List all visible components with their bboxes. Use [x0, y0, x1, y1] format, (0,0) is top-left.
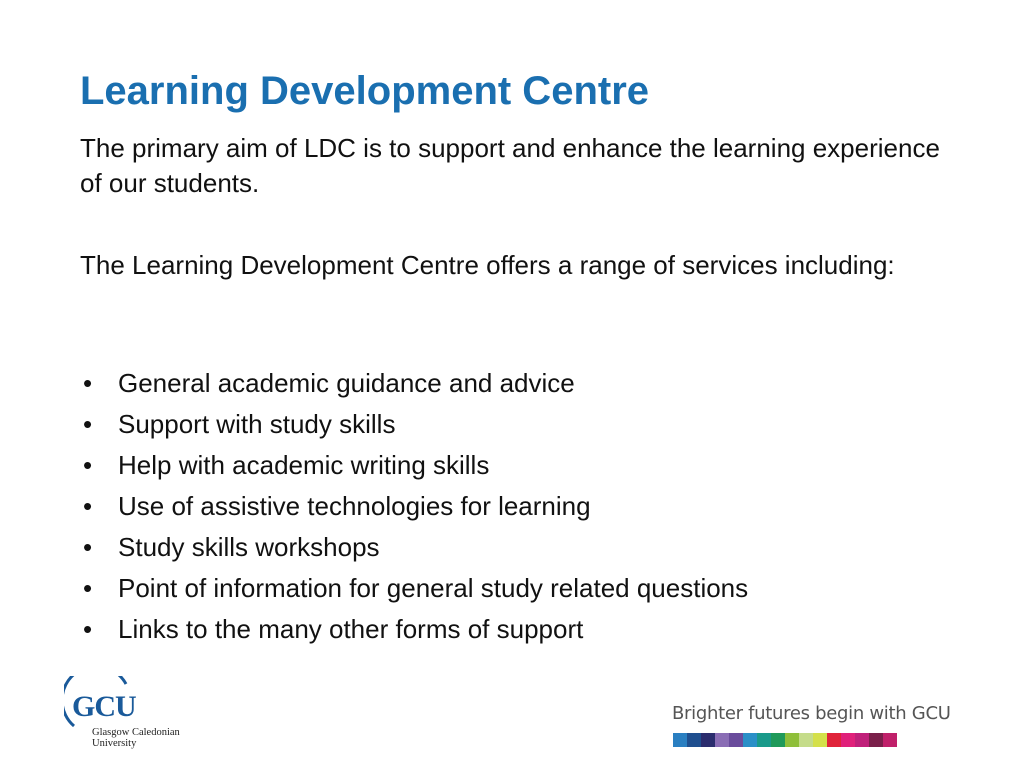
university-name-line-2: University: [92, 738, 137, 749]
list-item-text: Point of information for general study related questions: [118, 573, 749, 603]
color-swatch: [687, 733, 701, 747]
list-item: [80, 568, 748, 609]
color-swatch: [869, 733, 883, 747]
color-swatch: [813, 733, 827, 747]
list-item: [80, 527, 748, 568]
bullet-icon: •: [83, 450, 93, 480]
bullet-icon: •: [83, 614, 93, 644]
color-swatch: [855, 733, 869, 747]
list-item: [80, 609, 748, 650]
bullet-icon: •: [83, 532, 93, 562]
list-item-text: General academic guidance and advice: [118, 368, 575, 398]
list-item-text: Use of assistive technologies for learning: [118, 491, 591, 521]
gcu-logo: [64, 676, 204, 756]
services-paragraph: The Learning Development Centre offers a range of services including:: [80, 250, 895, 280]
color-swatch: [673, 733, 687, 747]
list-item: [80, 486, 748, 527]
color-swatch: [799, 733, 813, 747]
color-swatch: [827, 733, 841, 747]
list-item-text: Links to the many other forms of support: [118, 614, 584, 644]
color-swatch: [771, 733, 785, 747]
color-swatch: [757, 733, 771, 747]
color-swatch: [743, 733, 757, 747]
list-item: [80, 363, 748, 404]
color-swatch: [715, 733, 729, 747]
university-name: [92, 727, 180, 749]
list-item: [80, 445, 748, 486]
list-item-text: Help with academic writing skills: [118, 450, 490, 480]
bullet-icon: •: [83, 491, 93, 521]
color-strip: [673, 733, 897, 747]
bullet-icon: •: [83, 409, 93, 439]
color-swatch: [883, 733, 897, 747]
color-swatch: [701, 733, 715, 747]
intro-paragraph: The primary aim of LDC is to support and enhance the learning experience of our students.: [80, 133, 940, 198]
services-list: [80, 363, 748, 650]
bullet-icon: •: [83, 573, 93, 603]
color-swatch: [785, 733, 799, 747]
list-item: [80, 404, 748, 445]
bullet-icon: •: [83, 368, 93, 398]
logo-text: GCU: [72, 690, 136, 723]
slide-title: Learning Development Centre: [80, 69, 650, 113]
list-item-text: Study skills workshops: [118, 532, 380, 562]
university-name-line-1: Glasgow Caledonian: [92, 727, 180, 738]
color-swatch: [841, 733, 855, 747]
list-item-text: Support with study skills: [118, 409, 396, 439]
tagline: Brighter futures begin with GCU: [672, 703, 951, 724]
color-swatch: [729, 733, 743, 747]
